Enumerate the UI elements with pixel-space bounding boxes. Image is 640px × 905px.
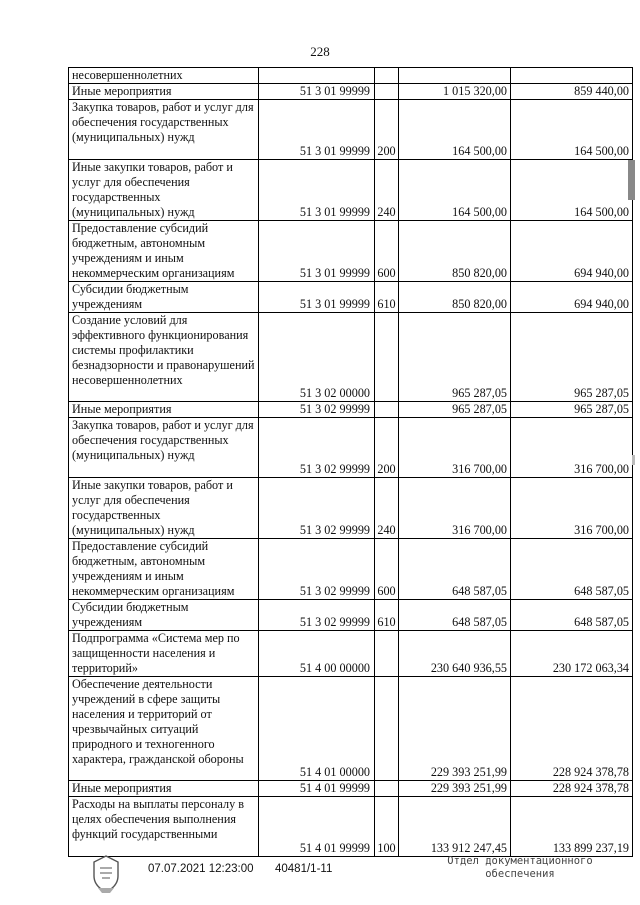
row-value-2022: 694 940,00 (511, 282, 633, 313)
table-row (69, 282, 633, 313)
row-expense-type: 200 (375, 100, 399, 160)
row-value-2022: 230 172 063,34 (511, 631, 633, 677)
row-name: Подпрограмма «Система мер по защищенности населения и территорий» (69, 631, 259, 677)
row-value-2022: 133 899 237,19 (511, 797, 633, 857)
row-value-2022: 965 287,05 (511, 402, 633, 418)
row-code: 51 3 01 99999 (259, 160, 375, 221)
row-code: 51 4 01 00000 (259, 677, 375, 781)
row-value-2021: 965 287,05 (399, 402, 511, 418)
row-value-2022: 648 587,05 (511, 539, 633, 600)
row-code: 51 3 02 99999 (259, 600, 375, 631)
row-value-2021: 850 820,00 (399, 221, 511, 282)
row-value-2021: 229 393 251,99 (399, 781, 511, 797)
row-value-2021: 1 015 320,00 (399, 84, 511, 100)
footer-datetime: 07.07.2021 12:23:00 (148, 863, 254, 875)
row-code: 51 3 01 99999 (259, 84, 375, 100)
row-value-2022: 859 440,00 (511, 84, 633, 100)
row-value-2021: 229 393 251,99 (399, 677, 511, 781)
row-code: 51 3 01 99999 (259, 221, 375, 282)
row-name: Предоставление субсидий бюджетным, автономным учреждениям и иным некоммерческим организациям (69, 539, 259, 600)
row-code: 51 3 02 99999 (259, 478, 375, 539)
row-value-2022 (511, 68, 633, 84)
table-row (69, 797, 633, 857)
stamp-line1: Отдел документационного (447, 855, 593, 867)
row-code: 51 4 01 99999 (259, 797, 375, 857)
row-value-2021: 850 820,00 (399, 282, 511, 313)
row-value-2021: 965 287,05 (399, 313, 511, 402)
table-row (69, 313, 633, 402)
row-name: Субсидии бюджетным учреждениям (69, 282, 259, 313)
margin-mark-top (628, 160, 635, 200)
row-code: 51 3 02 99999 (259, 402, 375, 418)
table-row (69, 84, 633, 100)
row-name: Обеспечение деятельности учреждений в сфере защиты населения и территорий от чрезвычайных ситуаций природного и техногенного характера, гражданской обороны (69, 677, 259, 781)
table-row (69, 539, 633, 600)
row-expense-type: 610 (375, 282, 399, 313)
row-name: Иные закупки товаров, работ и услуг для обеспечения государственных (муниципальных) нужд (69, 160, 259, 221)
row-value-2022: 316 700,00 (511, 418, 633, 478)
row-name: Расходы на выплаты персоналу в целях обеспечения выполнения функций государственными (69, 797, 259, 857)
row-value-2022: 164 500,00 (511, 160, 633, 221)
row-code: 51 3 02 99999 (259, 418, 375, 478)
row-value-2022: 228 924 378,78 (511, 677, 633, 781)
row-code: 51 4 00 00000 (259, 631, 375, 677)
row-value-2021: 648 587,05 (399, 539, 511, 600)
row-expense-type: 240 (375, 478, 399, 539)
row-code: 51 3 01 99999 (259, 282, 375, 313)
stamp-line2: обеспечения (485, 868, 555, 880)
table-row (69, 677, 633, 781)
row-expense-type (375, 677, 399, 781)
row-value-2022: 648 587,05 (511, 600, 633, 631)
row-code: 51 3 02 99999 (259, 539, 375, 600)
row-name: несовершеннолетних (69, 68, 259, 84)
table-row (69, 160, 633, 221)
row-expense-type (375, 781, 399, 797)
row-value-2021: 164 500,00 (399, 100, 511, 160)
row-expense-type (375, 313, 399, 402)
row-name: Закупка товаров, работ и услуг для обеспечения государственных (муниципальных) нужд (69, 418, 259, 478)
row-value-2021: 230 640 936,55 (399, 631, 511, 677)
row-value-2021 (399, 68, 511, 84)
row-name: Иные мероприятия (69, 84, 259, 100)
table-row (69, 478, 633, 539)
table-row (69, 600, 633, 631)
row-expense-type: 610 (375, 600, 399, 631)
row-value-2021: 133 912 247,45 (399, 797, 511, 857)
row-expense-type (375, 402, 399, 418)
table-row (69, 402, 633, 418)
row-expense-type (375, 68, 399, 84)
row-expense-type (375, 631, 399, 677)
table-row (69, 68, 633, 84)
row-value-2022: 164 500,00 (511, 100, 633, 160)
margin-mark-mid (632, 455, 635, 465)
row-value-2021: 648 587,05 (399, 600, 511, 631)
budget-table (68, 67, 633, 857)
row-code: 51 4 01 99999 (259, 781, 375, 797)
row-name: Субсидии бюджетным учреждениям (69, 600, 259, 631)
row-expense-type: 600 (375, 221, 399, 282)
row-value-2021: 316 700,00 (399, 418, 511, 478)
footer (0, 850, 640, 900)
table-row (69, 631, 633, 677)
row-expense-type (375, 84, 399, 100)
stamp (440, 855, 600, 881)
row-expense-type: 200 (375, 418, 399, 478)
row-name: Закупка товаров, работ и услуг для обеспечения государственных (муниципальных) нужд (69, 100, 259, 160)
row-value-2022: 316 700,00 (511, 478, 633, 539)
row-value-2022: 694 940,00 (511, 221, 633, 282)
coat-of-arms-icon (88, 854, 124, 894)
footer-doc-number: 40481/1-11 (275, 863, 333, 875)
table-row (69, 418, 633, 478)
table-row (69, 221, 633, 282)
row-name: Иные мероприятия (69, 402, 259, 418)
row-code (259, 68, 375, 84)
row-expense-type: 600 (375, 539, 399, 600)
row-expense-type: 100 (375, 797, 399, 857)
row-code: 51 3 02 00000 (259, 313, 375, 402)
table-row (69, 781, 633, 797)
row-name: Иные мероприятия (69, 781, 259, 797)
row-value-2021: 164 500,00 (399, 160, 511, 221)
row-value-2022: 228 924 378,78 (511, 781, 633, 797)
row-code: 51 3 01 99999 (259, 100, 375, 160)
table-body (69, 68, 633, 857)
row-name: Создание условий для эффективного функционирования системы профилактики безнадзорности и правонарушений несовершеннолетних (69, 313, 259, 402)
row-expense-type: 240 (375, 160, 399, 221)
row-name: Предоставление субсидий бюджетным, автономным учреждениям и иным некоммерческим организациям (69, 221, 259, 282)
page-number: 228 (310, 44, 330, 59)
row-value-2022: 965 287,05 (511, 313, 633, 402)
row-name: Иные закупки товаров, работ и услуг для обеспечения государственных (муниципальных) нужд (69, 478, 259, 539)
row-value-2021: 316 700,00 (399, 478, 511, 539)
table-row (69, 100, 633, 160)
